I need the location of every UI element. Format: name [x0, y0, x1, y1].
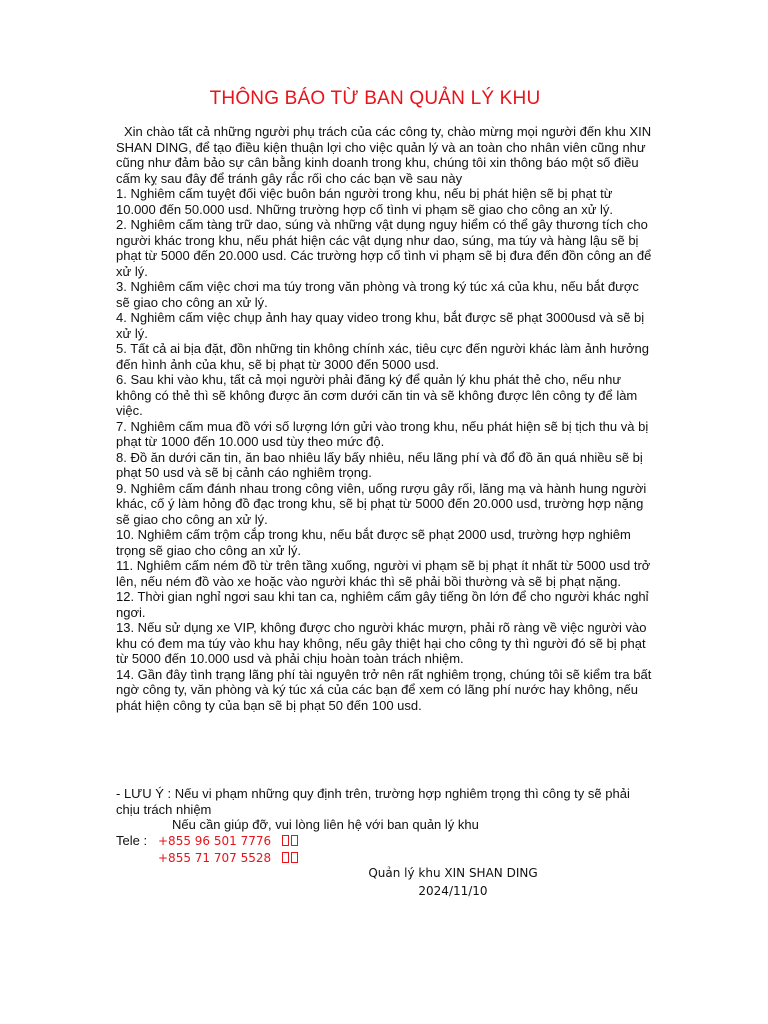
rule-item: 10. Nghiêm cấm trộm cắp trong khu, nếu bắt được sẽ phạt 2000 usd, trường hợp nghiêm trọng sẽ giao cho công an xử lý. [116, 527, 631, 558]
missing-glyph-icon [291, 835, 298, 846]
document-body [116, 124, 654, 713]
phone-number-2[interactable] [158, 851, 298, 866]
rule-item: 1. Nghiêm cấm tuyệt đối việc buôn bán người trong khu, nếu bị phát hiện sẽ bị phạt từ 10.000 đến 50.000 usd. Những trường hợp cố tình vi phạm sẽ giao cho công an xử lý. [116, 186, 614, 217]
rule-item: 2. Nghiêm cấm tàng trữ dao, súng và những vật dụng nguy hiểm có thể gây thương tích cho người khác trong khu, nếu phát hiện các vật dụng như dao, súng, ma túy và hàng lậu sẽ bị phạt từ 5000 đến 20.000 usd. Các trường hợp cố tình vi phạm sẽ bị đưa đến đồn công an để xử lý. [116, 217, 652, 279]
rule-item: 3. Nghiêm cấm việc chơi ma túy trong văn phòng và trong ký túc xá của khu, nếu bắt được sẽ giao cho công an xử lý. [116, 279, 639, 310]
phone-number-text: +855 71 707 5528 [158, 851, 272, 865]
rule-item: 9. Nghiêm cấm đánh nhau trong công viên, uống rượu gây rối, lăng mạ và hành hung người khác, cố ý làm hỏng đồ đạc trong khu, sẽ bị phạt từ 5000 đến 20.000 usd, trường hợp nặng sẽ giao cho công an xử lý. [116, 480, 647, 527]
date: 2024/11/10 [418, 884, 488, 898]
rule-item: 7. Nghiêm cấm mua đồ với số lượng lớn gửi vào trong khu, nếu phát hiện sẽ bị tịch thu và bị phạt từ 1000 đến 10.000 usd tùy theo mức độ. [116, 418, 649, 449]
rule-item: 14. Gần đây tình trạng lãng phí tài nguyên trở nên rất nghiêm trọng, chúng tôi sẽ kiểm tra bất ngờ công ty, văn phòng và ký túc xá của các bạn để xem có lãng phí nước hay không, nếu phát hiện công ty của bạn sẽ bị phạt 50 đến 100 usd. [116, 666, 652, 713]
missing-glyph-icon [291, 852, 298, 863]
help-line: Nếu cần giúp đỡ, vui lòng liên hệ với ban quản lý khu [172, 817, 479, 832]
signature: Quản lý khu XIN SHAN DING [368, 866, 538, 880]
phone-number-1[interactable] [158, 834, 298, 849]
tele-label: Tele : [116, 833, 148, 848]
rule-item: 4. Nghiêm cấm việc chụp ảnh hay quay video trong khu, bắt được sẽ phạt 3000usd và sẽ bị xử lý. [116, 310, 645, 341]
intro-paragraph: Xin chào tất cả những người phụ trách của các công ty, chào mừng mọi người đến khu XIN SHAN DING, để tạo điều kiện thuận lợi cho việc quản lý và an toàn cho nhân viên cũng như cũng như đảm bảo sự cân bằng kinh doanh trong khu, chúng tôi xin thông báo một số điều cấm kỵ sau đây để tránh gây rắc rối cho các bạn về sau này [116, 124, 652, 186]
warning-note-text: - LƯU Ý : Nếu vi phạm những quy định trên, trường hợp nghiêm trọng thì công ty sẽ phải chịu trách nhiệm [116, 786, 630, 817]
rule-item: 13. Nếu sử dụng xe VIP, không được cho người khác mượn, phải rõ ràng về việc người vào khu có đem ma túy vào khu hay không, nếu gây thiệt hại cho công ty thì người đó sẽ bị phạt từ 5000 đến 10.000 usd và phải chịu hoàn toàn trách nhiệm. [116, 620, 647, 666]
rule-item: 6. Sau khi vào khu, tất cả mọi người phải đăng ký để quản lý khu phát thẻ cho, nếu như không có thẻ thì sẽ không được ăn cơm dưới căn tin và sẽ không được lên công ty để làm việc. [116, 372, 638, 418]
warning-note [116, 786, 656, 817]
rule-item: 5. Tất cả ai bịa đặt, đồn những tin không chính xác, tiêu cực đến người khác làm ảnh hưởng đến hình ảnh của khu, sẽ bị phạt từ 3000 đến 5000 usd. [116, 341, 649, 372]
phone-number-text: +855 96 501 7776 [158, 834, 272, 848]
missing-glyph-icon [282, 852, 289, 863]
rule-item: 11. Nghiêm cấm ném đồ từ trên tầng xuống, người vi phạm sẽ bị phạt ít nhất từ 5000 usd trở lên, nếu ném đồ vào xe hoặc vào người khác thì sẽ phải bồi thường và sẽ bị phạt nặng. [116, 558, 651, 589]
missing-glyph-icon [282, 835, 289, 846]
document-title: THÔNG BÁO TỪ BAN QUẢN LÝ KHU [209, 88, 541, 109]
rule-item: 8. Đồ ăn dưới căn tin, ăn bao nhiêu lấy bấy nhiêu, nếu lãng phí và đổ đồ ăn quá nhiều sẽ bị phạt 50 usd và sẽ bị cảnh cáo nghiêm trọng. [116, 449, 643, 480]
rule-item: 12. Thời gian nghỉ ngơi sau khi tan ca, nghiêm cấm gây tiếng ồn lớn để cho người khác nghỉ ngơi. [116, 589, 649, 620]
